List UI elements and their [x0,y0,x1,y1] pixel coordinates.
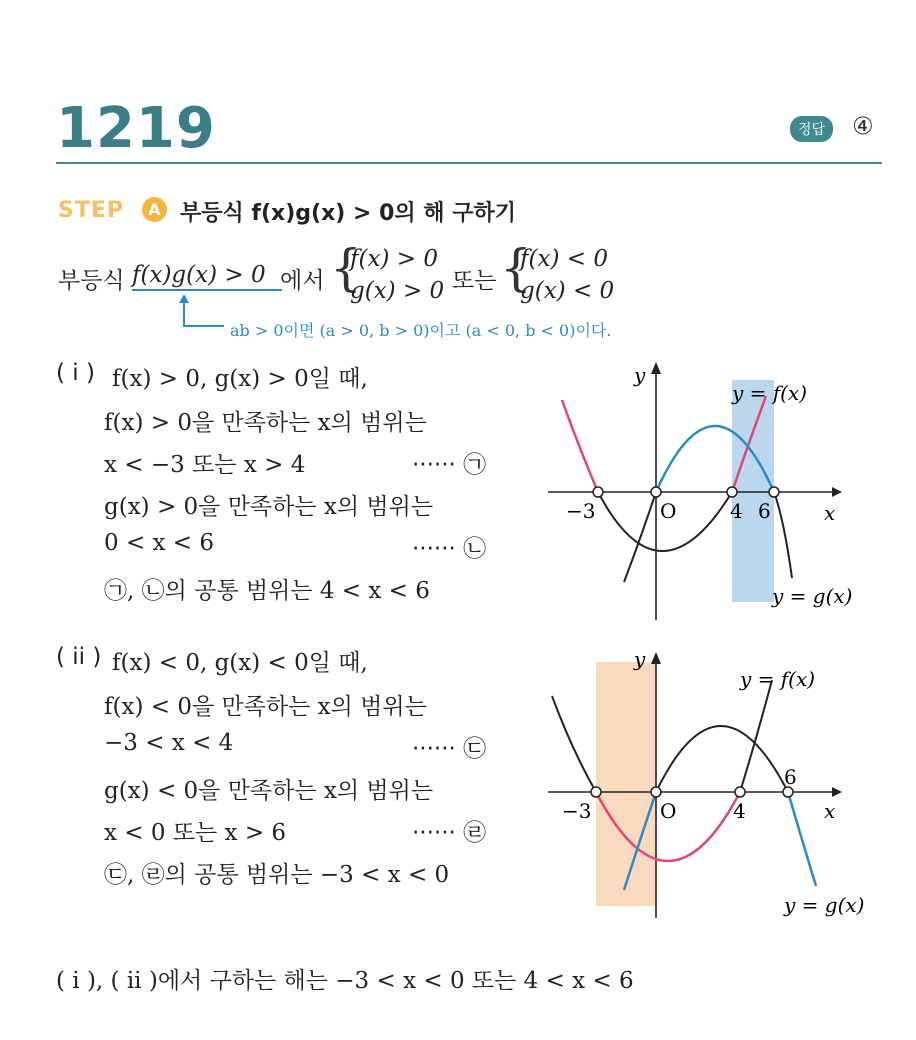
x-axis-arrow [832,487,842,497]
case-i-line3: g(x) > 0을 만족하는 x의 범위는 [104,494,434,520]
g-curve-left-negative [624,492,656,582]
y-axis-label: y [634,647,646,671]
f-label: y = f(x) [732,381,808,405]
root-neg3 [593,487,603,497]
g-label: y = g(x) [772,584,853,608]
case-i-line4: 0 < x < 6 [104,530,215,556]
case-ii-label: ( ii ) [56,644,102,670]
hint-text: ab > 0이면 (a > 0, b > 0)이고 (a < 0, b < 0)이다. [230,321,612,340]
case-ii-tag2: ······ ㉣ [412,820,487,846]
case-ii-heading: f(x) < 0, g(x) < 0일 때, [112,650,368,676]
g-curve-positive [656,726,788,792]
step-circle: A [142,197,167,222]
case-ii-line4: x < 0 또는 x > 6 [104,820,287,846]
y-axis-label: y [634,363,646,387]
g-curve-right-negative [788,792,816,886]
case-i-heading: f(x) > 0, g(x) > 0일 때, [112,366,368,392]
header-divider [56,162,882,164]
f-label: y = f(x) [740,667,816,691]
case-i-line1: f(x) > 0을 만족하는 x의 범위는 [104,410,427,436]
shaded-region-4-to-6 [732,380,774,602]
case2-line1: f(x) < 0 [520,246,608,272]
x-axis-label: x [824,799,836,823]
case-i-line2: x < −3 또는 x > 4 [104,452,306,478]
conclusion: ( i ), ( ii )에서 구하는 해는 −3 < x < 0 또는 4 < x < 6 [56,968,634,994]
case-i-tag1: ······ ㉠ [412,452,487,478]
x-axis-arrow [832,787,842,797]
tick-neg3: −3 [566,499,596,523]
f-curve-right-positive [740,680,772,792]
graph-case-ii [540,640,890,920]
root-6 [769,487,779,497]
problem-number: 1219 [56,96,216,161]
graph-case-i [540,350,890,620]
intro-suffix: 에서 [280,268,325,294]
y-axis-arrow [651,652,661,664]
root-4 [735,787,745,797]
tick-4: 4 [733,799,746,823]
tick-6: 6 [784,765,797,789]
x-axis-label: x [824,501,836,525]
intro-or: 또는 [452,268,497,294]
intro-prefix: 부등식 [58,268,125,294]
answer-badge: 정답 [790,116,833,142]
case-ii-line2: −3 < x < 4 [104,730,234,756]
root-neg3 [591,787,601,797]
f-curve-left-positive [552,696,596,792]
case-ii-line5: ㉢, ㉣의 공통 범위는 −3 < x < 0 [104,862,450,888]
y-axis-arrow [651,362,661,374]
answer-value: ④ [852,112,874,140]
intro-expression: f(x)g(x) > 0 [132,262,266,288]
tick-6: 6 [758,499,771,523]
root-0 [651,787,661,797]
step-title: 부등식 f(x)g(x) > 0의 해 구하기 [180,201,516,226]
tick-4: 4 [730,499,743,523]
case2-line2: g(x) < 0 [520,278,615,304]
case-ii-line3: g(x) < 0을 만족하는 x의 범위는 [104,778,434,804]
g-label: y = g(x) [784,893,865,917]
left-brace-1: { [330,239,362,297]
case-ii-tag1: ······ ㉢ [412,736,487,762]
case1-line1: f(x) > 0 [350,246,438,272]
case-i-label: ( i ) [56,360,95,386]
root-0 [651,487,661,497]
case-i-line5: ㉠, ㉡의 공통 범위는 4 < x < 6 [104,578,430,604]
step-label: STEP [58,198,125,223]
case1-line2: g(x) > 0 [350,278,445,304]
f-curve-left-positive [562,400,598,492]
origin-label: O [660,499,677,523]
tick-neg3: −3 [562,799,592,823]
g-curve-right-negative [774,492,792,578]
origin-label: O [660,799,677,823]
root-4 [727,487,737,497]
left-brace-2: { [500,239,532,297]
shaded-region-neg3-to-0 [596,662,656,906]
case-ii-line1: f(x) < 0을 만족하는 x의 범위는 [104,694,427,720]
case-i-tag2: ······ ㉡ [412,536,487,562]
